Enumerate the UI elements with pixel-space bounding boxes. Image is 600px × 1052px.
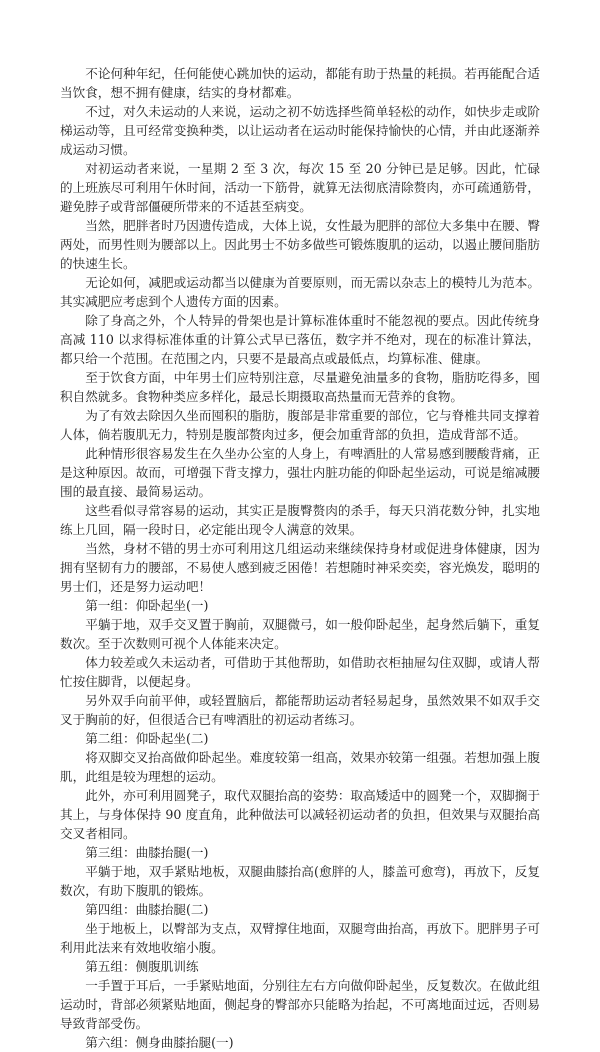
paragraph: 平躺于地，双手紧贴地板，双腿曲膝抬高(愈胖的人，膝盖可愈弯)，再放下，反复数次，有助下腹肌的锻炼。 (60, 864, 540, 898)
paragraph: 体力较差或久未运动者，可借助于其他帮助，如借助衣柜抽屉勾住双脚，或请人帮忙按住脚背，以便起身。 (60, 655, 540, 689)
paragraph: 平躺于地，双手交叉置于胸前，双腿微弓，如一般仰卧起坐，起身然后躺下，重复数次。至于次数则可视个人体能来决定。 (60, 617, 540, 651)
paragraph: 当然，身材不错的男士亦可利用这几组运动来继续保持身材或促进身体健康，因为拥有坚韧有力的腰部，不易使人感到疲乏困倦！若想随时神采奕奕，容光焕发，聪明的男士们，还是努力运动吧！ (60, 541, 540, 594)
document-body (60, 64, 540, 1052)
paragraph: 无论如何，减肥或运动都当以健康为首要原则，而无需以杂志上的模特儿为范本。其实减肥应考虑到个人遗传方面的因素。 (60, 275, 540, 309)
paragraph: 当然，肥胖者时乃因遗传造成，大体上说，女性最为肥胖的部位大多集中在腰、臀两处，而男性则为腰部以上。因此男士不妨多做些可锻炼腹肌的运动，以遏止腰间脂肪的快速生长。 (60, 218, 540, 271)
section-heading: 第二组：仰卧起坐(二) (85, 731, 209, 746)
paragraph: 除了身高之外，个人特异的骨架也是计算标准体重时不能忽视的要点。因此传统身高减 110 以求得标准体重的计算公式早已落伍，数字并不绝对，现在的标准计算法，都只给一个范围。在范围之内，只要不是最高点或最低点，均算标准、健康。 (60, 313, 540, 366)
paragraph: 至于饮食方面，中年男士们应特别注意，尽量避免油量多的食物，脂肪吃得多，囤积自然就多。食物种类应多样化，最忌长期摄取高热量而无营养的食物。 (60, 370, 540, 404)
section-heading: 第五组：侧腹肌训练 (85, 959, 199, 974)
section-heading: 第一组：仰卧起坐(一) (85, 598, 209, 613)
paragraph: 不论何种年纪，任何能使心跳加快的运动，都能有助于热量的耗损。若再能配合适当饮食，想不拥有健康，结实的身材都难。 (60, 66, 540, 100)
section-heading: 第四组：曲膝抬腿(二) (85, 902, 209, 917)
paragraph: 此外，亦可利用圆凳子，取代双腿抬高的姿势：取高矮适中的圆凳一个，双脚搁于其上，与身体保持 90 度直角，此种做法可以减轻初运动者的负担，但效果与双腿抬高交叉者相同。 (60, 788, 540, 841)
paragraph: 对初运动者来说，一星期 2 至 3 次，每次 15 至 20 分钟已是足够。因此，忙碌的上班族尽可利用午休时间，活动一下筋骨，就算无法彻底清除赘肉，亦可疏通筋骨，避免脖子或背部僵硬所带来的不适甚至病变。 (60, 161, 540, 214)
paragraph: 此种情形很容易发生在久坐办公室的人身上，有啤酒肚的人常易感到腰酸背痛，正是这种原因。故而，可增强下背支撑力，强壮内脏功能的仰卧起坐运动，可说是缩减腰围的最直接、最简易运动。 (60, 446, 540, 499)
section-heading: 第三组：曲膝抬腿(一) (85, 845, 209, 860)
paragraph: 为了有效去除因久坐而囤积的脂肪，腹部是非常重要的部位，它与脊椎共同支撑着人体，倘若腹肌无力，特别是腹部赘肉过多，便会加重背部的负担，造成背部不适。 (60, 408, 540, 442)
paragraph: 这些看似寻常容易的运动，其实正是腹臀赘肉的杀手，每天只消花数分钟，扎实地练上几回，隔一段时日，必定能出现令人满意的效果。 (60, 503, 540, 537)
paragraph: 另外双手向前平伸，或轻置脑后，都能帮助运动者轻易起身，虽然效果不如双手交叉于胸前的好，但很适合已有啤酒肚的初运动者练习。 (60, 693, 540, 727)
paragraph: 将双脚交叉抬高做仰卧起坐。难度较第一组高，效果亦较第一组强。若想加强上腹肌，此组是较为理想的运动。 (60, 750, 540, 784)
section-heading: 第六组：侧身曲膝抬腿(一) (85, 1035, 234, 1050)
paragraph: 一手置于耳后，一手紧贴地面，分别往左右方向做仰卧起坐，反复数次。在做此组运动时，背部必须紧贴地面，侧起身的臀部亦只能略为抬起，不可离地面过远，否则易导致背部受伤。 (60, 978, 540, 1031)
paragraph: 不过，对久未运动的人来说，运动之初不妨选择些简单轻松的动作，如快步走或阶梯运动等，且可经常变换种类，以让运动者在运动时能保持愉快的心情，并由此逐渐养成运动习惯。 (60, 104, 540, 157)
paragraph: 坐于地板上，以臀部为支点，双臂撑住地面，双腿弯曲抬高，再放下。肥胖男子可利用此法来有效地收缩小腹。 (60, 921, 540, 955)
